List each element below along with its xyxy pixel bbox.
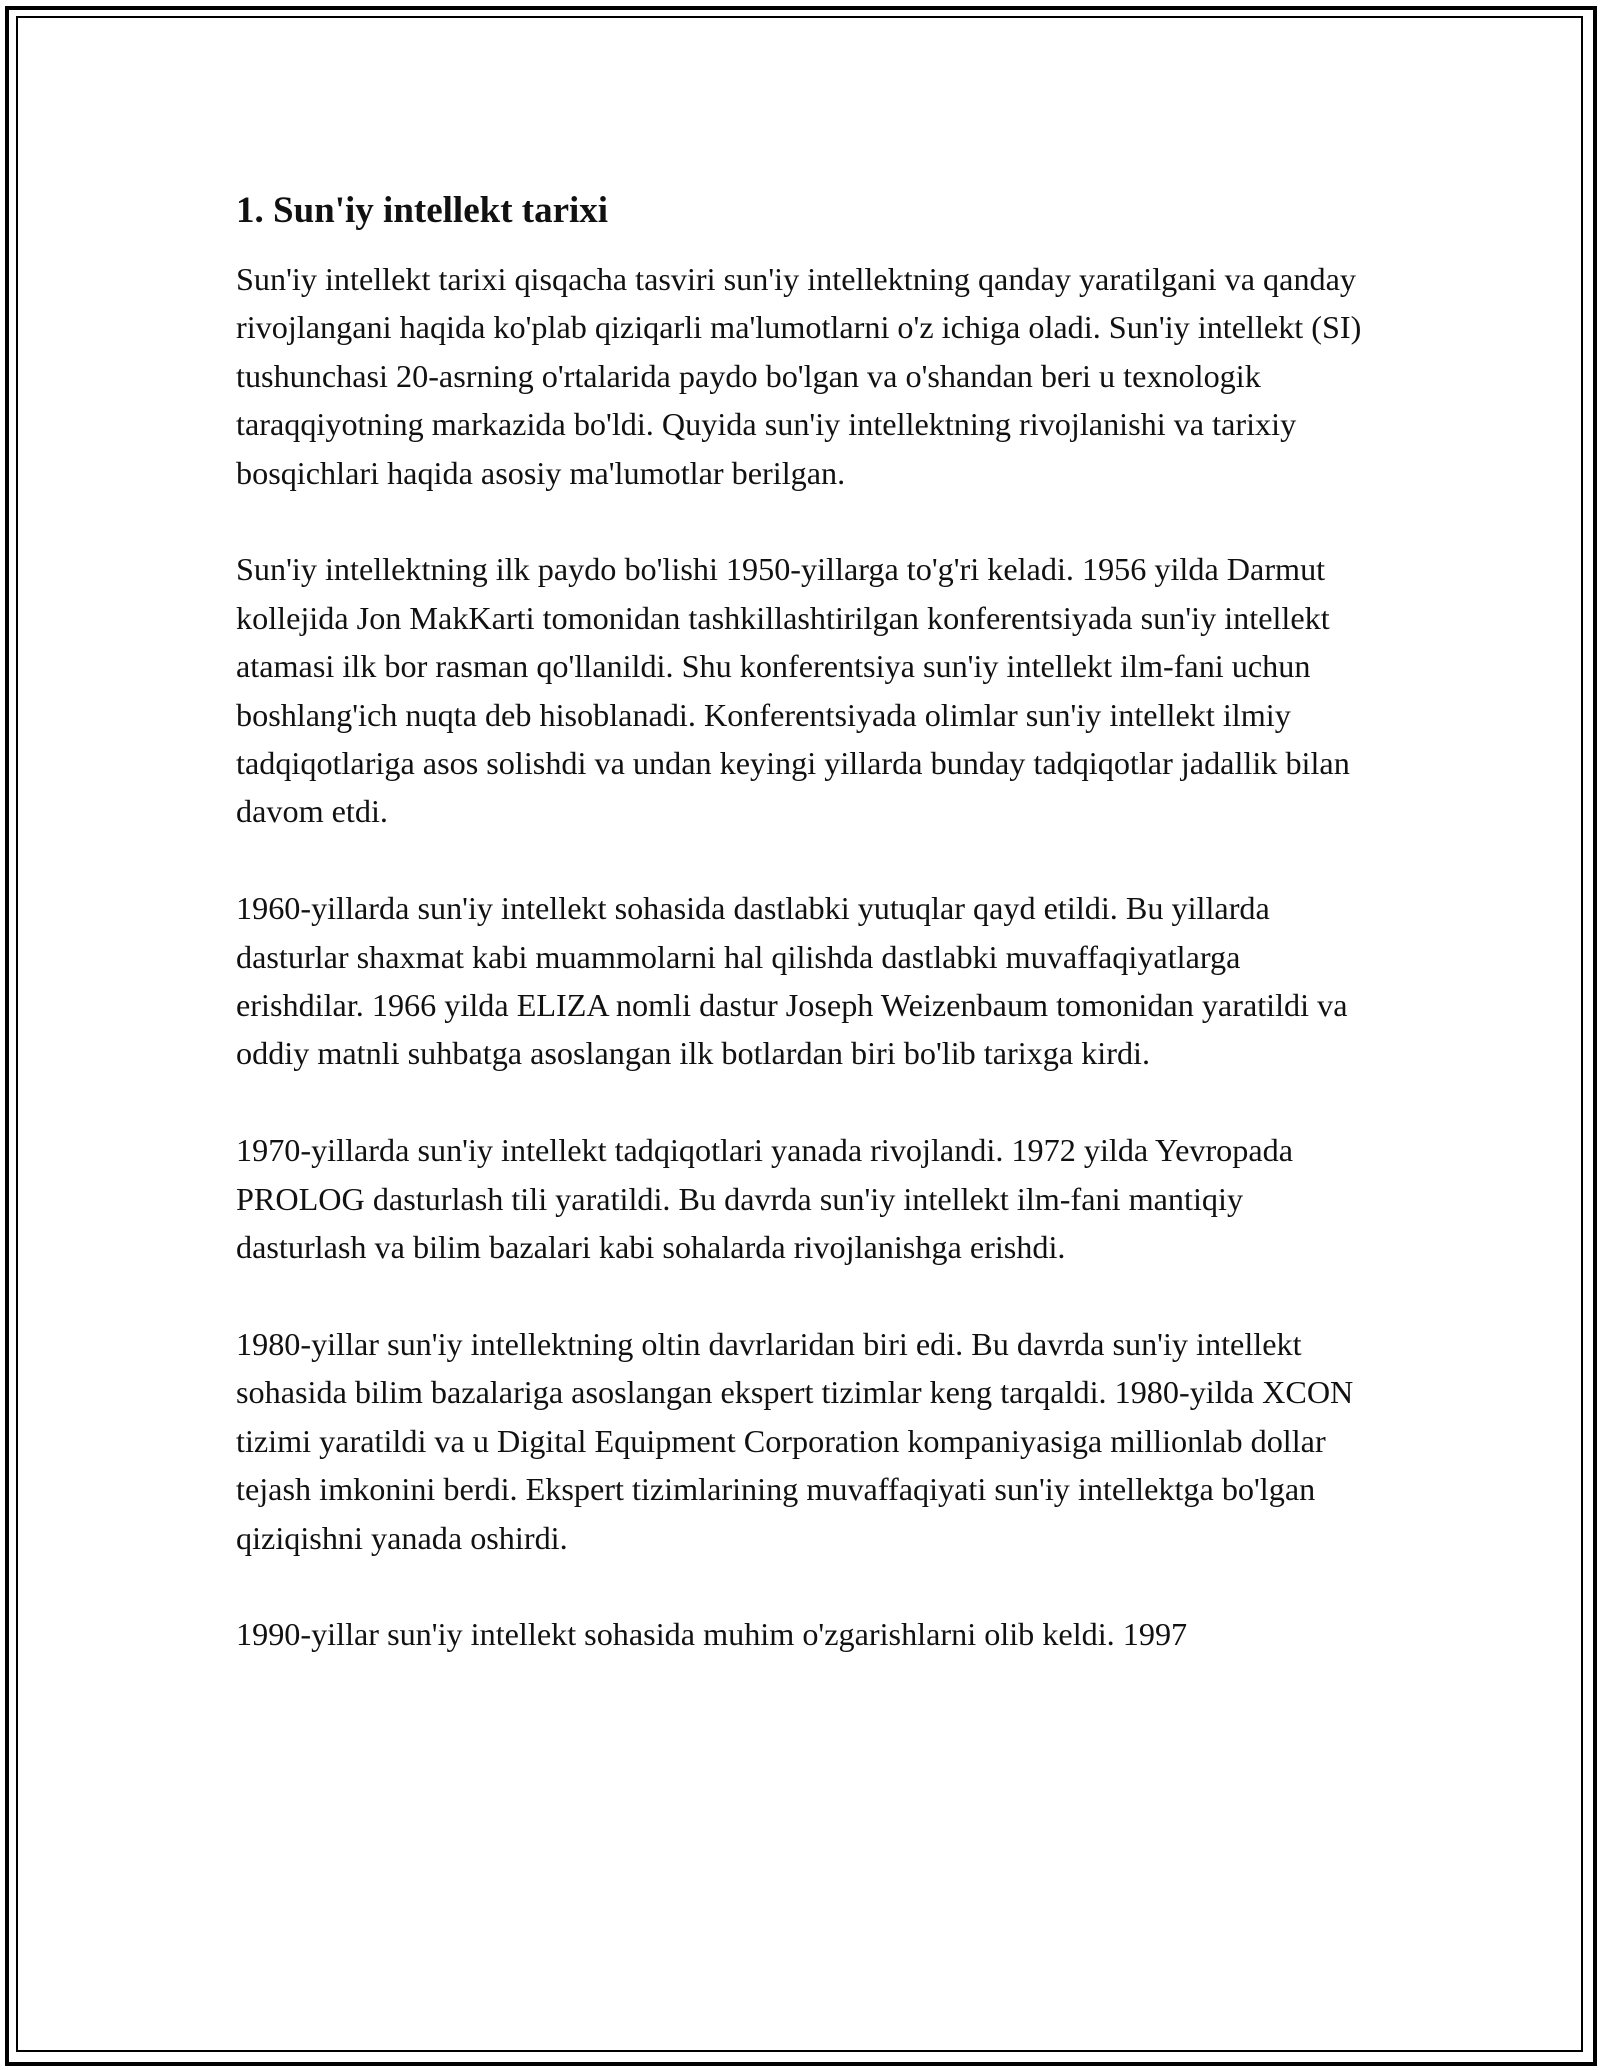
section-heading: 1. Sun'iy intellekt tarixi bbox=[236, 190, 609, 231]
document-body bbox=[236, 188, 1366, 1707]
paragraph-1950s: Sun'iy intellektning ilk paydo bo'lishi 1950-yillarga to'g'ri keladi. 1956 yilda Darmut kollejida Jon MakKarti tomonidan tashkillashtirilgan konferentsiyada sun'iy intellekt atamasi ilk bor rasman qo'llanildi. Shu konferentsiya sun'iy intellekt ilm-fani uchun boshlang'ich nuqta deb hisoblanadi. Konferentsiyada olimlar sun'iy intellekt ilmiy tadqiqotlariga asos solishdi va undan keyingi yillarda bunday tadqiqotlar jadallik bilan davom etdi. bbox=[236, 551, 1350, 830]
paragraph-1960s: 1960-yillarda sun'iy intellekt sohasida dastlabki yutuqlar qayd etildi. Bu yillarda dasturlar shaxmat kabi muammolarni hal qilishda dastlabki muvaffaqiyatlarga erishdilar. 1966 yilda ELIZA nomli dastur Joseph Weizenbaum tomonidan yaratildi va oddiy matnli suhbatga asoslangan ilk botlardan biri bo'lib tarixga kirdi. bbox=[236, 890, 1348, 1072]
paragraph-1970s: 1970-yillarda sun'iy intellekt tadqiqotlari yanada rivojlandi. 1972 yilda Yevropada PROLOG dasturlash tili yaratildi. Bu davrda sun'iy intellekt ilm-fani mantiqiy dasturlash va bilim bazalari kabi sohalarda rivojlanishga erishdi. bbox=[236, 1132, 1294, 1266]
paragraph-intro: Sun'iy intellekt tarixi qisqacha tasviri sun'iy intellektning qanday yaratilgani va qanday rivojlangani haqida ko'plab qiziqarli ma'lumotlarni o'z ichiga oladi. Sun'iy intellekt (SI) tushunchasi 20-asrning o'rtalarida paydo bo'lgan va o'shandan beri u texnologik taraqqiyotning markazida bo'ldi. Quyida sun'iy intellektning rivojlanishi va tarixiy bosqichlari haqida asosiy ma'lumotlar berilgan. bbox=[236, 261, 1362, 491]
paragraph-1990s: 1990-yillar sun'iy intellekt sohasida muhim o'zgarishlarni olib keldi. 1997 bbox=[236, 1616, 1188, 1653]
paragraph-1980s: 1980-yillar sun'iy intellektning oltin davrlaridan biri edi. Bu davrda sun'iy intellekt sohasida bilim bazalariga asoslangan ekspert tizimlar keng tarqaldi. 1980-yilda XCON tizimi yaratildi va u Digital Equipment Corporation kompaniyasiga millionlab dollar tejash imkonini berdi. Ekspert tizimlarining muvaffaqiyati sun'iy intellektga bo'lgan qiziqishni yanada oshirdi. bbox=[236, 1325, 1354, 1556]
